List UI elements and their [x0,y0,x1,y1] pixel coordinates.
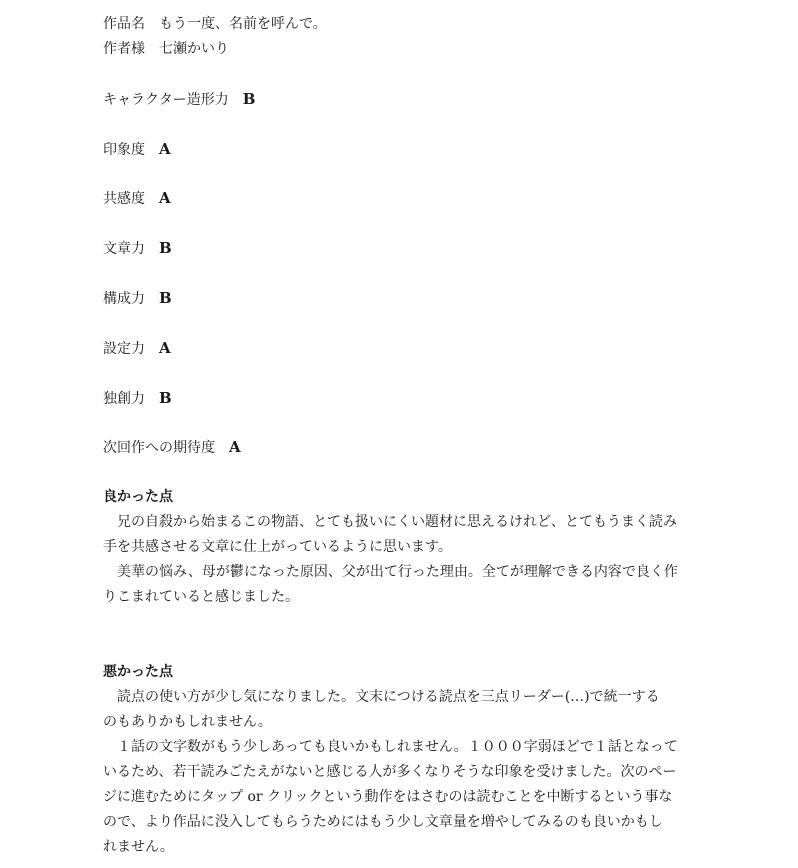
spacer [103,311,693,336]
good-points-line: 手を共感させる文章に仕上がっているように思います。 [103,539,452,556]
spacer [103,610,693,660]
rating-row [103,137,693,162]
good-points-heading: 良かった点 [103,489,173,506]
rating-label: 共感度 [103,191,145,208]
bad-points-line: 読点の使い方が少し気になりました。文末につける読点を三点リーダー(…)で統一する [103,688,660,705]
rating-grade: A [159,139,171,158]
bad-points-line: のもありかもしれません。 [103,713,272,730]
bad-points-line: ので、より作品に没入してもらうためにはもう少し文章量を増やしてみるのも良いかもし [103,813,663,830]
spacer [103,361,693,386]
rating-label: 文章力 [103,241,145,258]
rating-grade: B [159,388,172,407]
spacer [103,261,693,286]
rating-label: 独創力 [103,390,145,407]
bad-points-line: １話の文字数がもう少しあっても良いかもしれません。１０００字弱ほどで１話となって [103,738,678,755]
rating-label: 次回作への期待度 [103,440,215,457]
rating-grade: B [159,288,172,307]
title-label: 作品名 [103,16,145,32]
author-row [103,37,693,62]
rating-label: 印象度 [103,141,145,158]
rating-grade: B [242,89,256,108]
rating-row [103,386,693,411]
author-value: 七瀬かいり [159,41,229,57]
spacer [103,411,693,436]
bad-points-line: れません。 [103,838,174,855]
rating-row [103,87,693,112]
spacer [103,62,693,87]
rating-grade: B [159,239,172,258]
rating-label: キャラクター造形力 [103,91,229,108]
good-points-line: りこまれていると感じました。 [103,589,299,606]
rating-row [103,286,693,311]
author-label: 作者様 [103,41,145,57]
rating-row [103,435,693,460]
title-row [103,12,693,37]
rating-grade: A [159,338,171,357]
bad-points-heading: 悪かった点 [103,663,173,680]
rating-grade: A [229,438,241,457]
title-value: もう一度、名前を呼んで。 [159,16,327,32]
rating-row [103,336,693,361]
spacer [103,211,693,236]
review-document [103,12,693,860]
spacer [103,112,693,137]
rating-row [103,236,693,261]
good-points-line: 兄の自殺から始まるこの物語、とても扱いにくい題材に思えるけれど、とてもうまく読み [103,514,677,531]
spacer [103,460,693,485]
bad-points-line: ジに進むためにタップ or クリックという動作をはさむのは読むことを中断するという事な [103,788,673,805]
rating-label: 設定力 [103,340,145,357]
rating-label: 構成力 [103,290,145,307]
bad-points-line: いるため、若干読みごたえがないと感じる人が多くなりそうな印象を受けました。次のペー [103,763,677,780]
spacer [103,162,693,187]
rating-grade: A [159,189,171,208]
rating-row [103,186,693,211]
good-points-line: 美華の悩み、母が鬱になった原因、父が出て行った理由。全てが理解できる内容で良く作 [103,564,678,581]
